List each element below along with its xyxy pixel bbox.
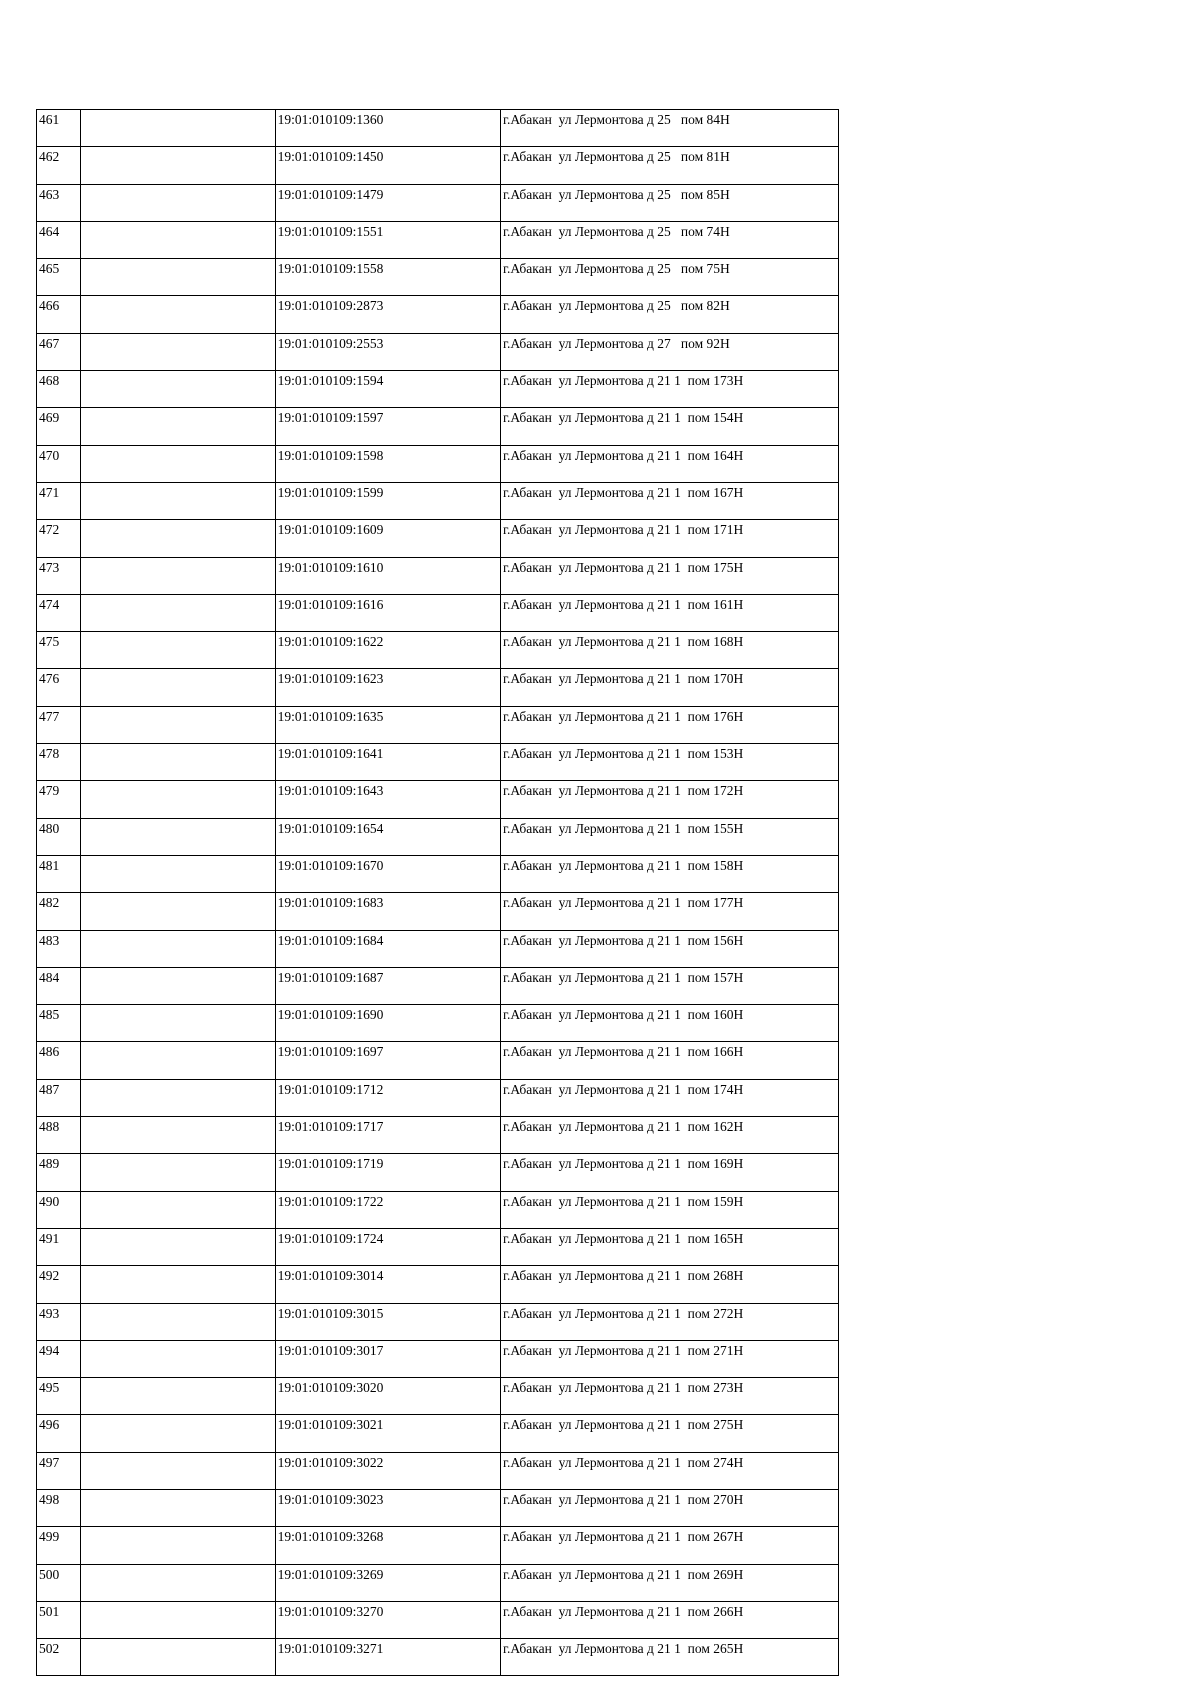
row-number-cell: 483 <box>37 930 81 967</box>
row-number-cell: 478 <box>37 744 81 781</box>
row-number-cell: 490 <box>37 1191 81 1228</box>
table-row <box>37 594 839 631</box>
cadastral-number-cell: 19:01:010109:1654 <box>275 818 500 855</box>
row-number-cell: 502 <box>37 1639 81 1676</box>
row-number-cell: 493 <box>37 1303 81 1340</box>
row-number-cell: 484 <box>37 967 81 1004</box>
table-row <box>37 520 839 557</box>
cadastral-number-cell: 19:01:010109:1683 <box>275 893 500 930</box>
row-number-cell: 477 <box>37 706 81 743</box>
row-number-cell: 487 <box>37 1079 81 1116</box>
cadastral-number-cell: 19:01:010109:3020 <box>275 1378 500 1415</box>
row-number-cell: 461 <box>37 110 81 147</box>
row-number-cell: 464 <box>37 221 81 258</box>
object-name-cell <box>81 147 276 184</box>
row-number-cell: 492 <box>37 1266 81 1303</box>
object-name-cell <box>81 296 276 333</box>
row-number-cell: 480 <box>37 818 81 855</box>
cadastral-number-cell: 19:01:010109:1616 <box>275 594 500 631</box>
table-row <box>37 1489 839 1526</box>
cadastral-number-cell: 19:01:010109:1622 <box>275 632 500 669</box>
row-number-cell: 462 <box>37 147 81 184</box>
cadastral-number-cell: 19:01:010109:1597 <box>275 408 500 445</box>
table-row <box>37 557 839 594</box>
address-cell: г.Абакан ул Лермонтова д 21 1 пом 158Н <box>500 855 838 892</box>
table-row <box>37 1564 839 1601</box>
cadastral-number-cell: 19:01:010109:3023 <box>275 1489 500 1526</box>
address-cell: г.Абакан ул Лермонтова д 21 1 пом 171Н <box>500 520 838 557</box>
address-cell: г.Абакан ул Лермонтова д 21 1 пом 154Н <box>500 408 838 445</box>
cadastral-number-cell: 19:01:010109:1450 <box>275 147 500 184</box>
row-number-cell: 476 <box>37 669 81 706</box>
cadastral-number-cell: 19:01:010109:3015 <box>275 1303 500 1340</box>
cadastral-number-cell: 19:01:010109:1479 <box>275 184 500 221</box>
cadastral-number-cell: 19:01:010109:1684 <box>275 930 500 967</box>
address-cell: г.Абакан ул Лермонтова д 21 1 пом 160Н <box>500 1005 838 1042</box>
table-row <box>37 1340 839 1377</box>
table-row <box>37 1527 839 1564</box>
row-number-cell: 471 <box>37 482 81 519</box>
row-number-cell: 494 <box>37 1340 81 1377</box>
row-number-cell: 473 <box>37 557 81 594</box>
address-cell: г.Абакан ул Лермонтова д 25 пом 84Н <box>500 110 838 147</box>
cadastral-number-cell: 19:01:010109:1697 <box>275 1042 500 1079</box>
table-row <box>37 1154 839 1191</box>
table-row <box>37 855 839 892</box>
address-cell: г.Абакан ул Лермонтова д 21 1 пом 270Н <box>500 1489 838 1526</box>
row-number-cell: 463 <box>37 184 81 221</box>
table-row <box>37 371 839 408</box>
row-number-cell: 470 <box>37 445 81 482</box>
row-number-cell: 467 <box>37 333 81 370</box>
object-name-cell <box>81 520 276 557</box>
address-cell: г.Абакан ул Лермонтова д 21 1 пом 153Н <box>500 744 838 781</box>
address-cell: г.Абакан ул Лермонтова д 21 1 пом 269Н <box>500 1564 838 1601</box>
row-number-cell: 497 <box>37 1452 81 1489</box>
object-name-cell <box>81 1340 276 1377</box>
address-cell: г.Абакан ул Лермонтова д 21 1 пом 174Н <box>500 1079 838 1116</box>
table-row <box>37 408 839 445</box>
cadastral-number-cell: 19:01:010109:1558 <box>275 259 500 296</box>
table-row <box>37 893 839 930</box>
address-cell: г.Абакан ул Лермонтова д 21 1 пом 273Н <box>500 1378 838 1415</box>
address-cell: г.Абакан ул Лермонтова д 21 1 пом 275Н <box>500 1415 838 1452</box>
row-number-cell: 482 <box>37 893 81 930</box>
table-row <box>37 818 839 855</box>
address-cell: г.Абакан ул Лермонтова д 21 1 пом 272Н <box>500 1303 838 1340</box>
row-number-cell: 474 <box>37 594 81 631</box>
row-number-cell: 496 <box>37 1415 81 1452</box>
address-cell: г.Абакан ул Лермонтова д 21 1 пом 167Н <box>500 482 838 519</box>
address-cell: г.Абакан ул Лермонтова д 21 1 пом 267Н <box>500 1527 838 1564</box>
row-number-cell: 468 <box>37 371 81 408</box>
cadastral-number-cell: 19:01:010109:1360 <box>275 110 500 147</box>
object-name-cell <box>81 855 276 892</box>
table-row <box>37 1378 839 1415</box>
table-row <box>37 259 839 296</box>
cadastral-number-cell: 19:01:010109:3270 <box>275 1601 500 1638</box>
object-name-cell <box>81 110 276 147</box>
cadastral-number-cell: 19:01:010109:3014 <box>275 1266 500 1303</box>
cadastral-number-cell: 19:01:010109:3268 <box>275 1527 500 1564</box>
object-name-cell <box>81 893 276 930</box>
cadastral-number-cell: 19:01:010109:1712 <box>275 1079 500 1116</box>
address-cell: г.Абакан ул Лермонтова д 21 1 пом 172Н <box>500 781 838 818</box>
cadastral-number-cell: 19:01:010109:3021 <box>275 1415 500 1452</box>
address-cell: г.Абакан ул Лермонтова д 21 1 пом 173Н <box>500 371 838 408</box>
address-cell: г.Абакан ул Лермонтова д 25 пом 85Н <box>500 184 838 221</box>
address-cell: г.Абакан ул Лермонтова д 21 1 пом 161Н <box>500 594 838 631</box>
table-row <box>37 967 839 1004</box>
object-name-cell <box>81 1639 276 1676</box>
address-cell: г.Абакан ул Лермонтова д 21 1 пом 271Н <box>500 1340 838 1377</box>
address-cell: г.Абакан ул Лермонтова д 21 1 пом 177Н <box>500 893 838 930</box>
row-number-cell: 488 <box>37 1117 81 1154</box>
cadastral-number-cell: 19:01:010109:1609 <box>275 520 500 557</box>
cadastral-number-cell: 19:01:010109:1722 <box>275 1191 500 1228</box>
address-cell: г.Абакан ул Лермонтова д 21 1 пом 165Н <box>500 1228 838 1265</box>
address-cell: г.Абакан ул Лермонтова д 25 пом 75Н <box>500 259 838 296</box>
address-cell: г.Абакан ул Лермонтова д 21 1 пом 268Н <box>500 1266 838 1303</box>
cadastral-number-cell: 19:01:010109:3269 <box>275 1564 500 1601</box>
object-name-cell <box>81 930 276 967</box>
cadastral-number-cell: 19:01:010109:1598 <box>275 445 500 482</box>
object-name-cell <box>81 1042 276 1079</box>
row-number-cell: 491 <box>37 1228 81 1265</box>
table-row <box>37 632 839 669</box>
object-name-cell <box>81 1564 276 1601</box>
object-name-cell <box>81 1452 276 1489</box>
table-row <box>37 110 839 147</box>
cadastral-number-cell: 19:01:010109:1724 <box>275 1228 500 1265</box>
object-name-cell <box>81 221 276 258</box>
object-name-cell <box>81 706 276 743</box>
row-number-cell: 500 <box>37 1564 81 1601</box>
table-row <box>37 221 839 258</box>
object-name-cell <box>81 1117 276 1154</box>
cadastral-number-cell: 19:01:010109:2553 <box>275 333 500 370</box>
address-cell: г.Абакан ул Лермонтова д 21 1 пом 176Н <box>500 706 838 743</box>
address-cell: г.Абакан ул Лермонтова д 21 1 пом 265Н <box>500 1639 838 1676</box>
cadastral-number-cell: 19:01:010109:1643 <box>275 781 500 818</box>
table-row <box>37 1601 839 1638</box>
table-row <box>37 1415 839 1452</box>
table-row <box>37 1079 839 1116</box>
address-cell: г.Абакан ул Лермонтова д 21 1 пом 166Н <box>500 1042 838 1079</box>
table-row <box>37 669 839 706</box>
object-name-cell <box>81 1154 276 1191</box>
address-cell: г.Абакан ул Лермонтова д 21 1 пом 157Н <box>500 967 838 1004</box>
cadastral-number-cell: 19:01:010109:1687 <box>275 967 500 1004</box>
table-row <box>37 744 839 781</box>
cadastral-number-cell: 19:01:010109:1594 <box>275 371 500 408</box>
table-row <box>37 1303 839 1340</box>
address-cell: г.Абакан ул Лермонтова д 25 пом 81Н <box>500 147 838 184</box>
row-number-cell: 466 <box>37 296 81 333</box>
property-table-body <box>37 110 839 1676</box>
object-name-cell <box>81 1489 276 1526</box>
object-name-cell <box>81 482 276 519</box>
cadastral-number-cell: 19:01:010109:3271 <box>275 1639 500 1676</box>
object-name-cell <box>81 557 276 594</box>
cadastral-number-cell: 19:01:010109:1635 <box>275 706 500 743</box>
cadastral-number-cell: 19:01:010109:1717 <box>275 1117 500 1154</box>
table-row <box>37 1452 839 1489</box>
row-number-cell: 489 <box>37 1154 81 1191</box>
object-name-cell <box>81 1527 276 1564</box>
row-number-cell: 501 <box>37 1601 81 1638</box>
address-cell: г.Абакан ул Лермонтова д 21 1 пом 170Н <box>500 669 838 706</box>
row-number-cell: 499 <box>37 1527 81 1564</box>
object-name-cell <box>81 818 276 855</box>
address-cell: г.Абакан ул Лермонтова д 21 1 пом 162Н <box>500 1117 838 1154</box>
cadastral-number-cell: 19:01:010109:1599 <box>275 482 500 519</box>
address-cell: г.Абакан ул Лермонтова д 21 1 пом 168Н <box>500 632 838 669</box>
object-name-cell <box>81 259 276 296</box>
address-cell: г.Абакан ул Лермонтова д 25 пом 74Н <box>500 221 838 258</box>
address-cell: г.Абакан ул Лермонтова д 21 1 пом 155Н <box>500 818 838 855</box>
table-row <box>37 184 839 221</box>
object-name-cell <box>81 445 276 482</box>
cadastral-number-cell: 19:01:010109:1719 <box>275 1154 500 1191</box>
row-number-cell: 486 <box>37 1042 81 1079</box>
cadastral-number-cell: 19:01:010109:3017 <box>275 1340 500 1377</box>
address-cell: г.Абакан ул Лермонтова д 21 1 пом 156Н <box>500 930 838 967</box>
table-row <box>37 333 839 370</box>
object-name-cell <box>81 1378 276 1415</box>
object-name-cell <box>81 408 276 445</box>
object-name-cell <box>81 669 276 706</box>
row-number-cell: 475 <box>37 632 81 669</box>
object-name-cell <box>81 781 276 818</box>
object-name-cell <box>81 1005 276 1042</box>
table-row <box>37 1266 839 1303</box>
row-number-cell: 469 <box>37 408 81 445</box>
address-cell: г.Абакан ул Лермонтова д 21 1 пом 274Н <box>500 1452 838 1489</box>
cadastral-number-cell: 19:01:010109:3022 <box>275 1452 500 1489</box>
object-name-cell <box>81 1079 276 1116</box>
table-row <box>37 296 839 333</box>
address-cell: г.Абакан ул Лермонтова д 21 1 пом 169Н <box>500 1154 838 1191</box>
table-row <box>37 1191 839 1228</box>
table-row <box>37 930 839 967</box>
row-number-cell: 481 <box>37 855 81 892</box>
object-name-cell <box>81 1415 276 1452</box>
object-name-cell <box>81 744 276 781</box>
address-cell: г.Абакан ул Лермонтова д 21 1 пом 266Н <box>500 1601 838 1638</box>
object-name-cell <box>81 594 276 631</box>
object-name-cell <box>81 1601 276 1638</box>
object-name-cell <box>81 371 276 408</box>
object-name-cell <box>81 333 276 370</box>
address-cell: г.Абакан ул Лермонтова д 21 1 пом 175Н <box>500 557 838 594</box>
object-name-cell <box>81 1303 276 1340</box>
table-row <box>37 147 839 184</box>
cadastral-number-cell: 19:01:010109:1690 <box>275 1005 500 1042</box>
cadastral-number-cell: 19:01:010109:1551 <box>275 221 500 258</box>
table-row <box>37 1228 839 1265</box>
cadastral-number-cell: 19:01:010109:1623 <box>275 669 500 706</box>
address-cell: г.Абакан ул Лермонтова д 27 пом 92Н <box>500 333 838 370</box>
cadastral-number-cell: 19:01:010109:1610 <box>275 557 500 594</box>
row-number-cell: 495 <box>37 1378 81 1415</box>
object-name-cell <box>81 1266 276 1303</box>
cadastral-number-cell: 19:01:010109:1641 <box>275 744 500 781</box>
table-row <box>37 1005 839 1042</box>
row-number-cell: 479 <box>37 781 81 818</box>
table-row <box>37 1117 839 1154</box>
row-number-cell: 485 <box>37 1005 81 1042</box>
object-name-cell <box>81 1191 276 1228</box>
table-row <box>37 1639 839 1676</box>
row-number-cell: 472 <box>37 520 81 557</box>
object-name-cell <box>81 632 276 669</box>
table-row <box>37 482 839 519</box>
row-number-cell: 498 <box>37 1489 81 1526</box>
row-number-cell: 465 <box>37 259 81 296</box>
object-name-cell <box>81 184 276 221</box>
cadastral-number-cell: 19:01:010109:1670 <box>275 855 500 892</box>
table-row <box>37 706 839 743</box>
cadastral-number-cell: 19:01:010109:2873 <box>275 296 500 333</box>
table-row <box>37 781 839 818</box>
address-cell: г.Абакан ул Лермонтова д 25 пом 82Н <box>500 296 838 333</box>
address-cell: г.Абакан ул Лермонтова д 21 1 пом 159Н <box>500 1191 838 1228</box>
object-name-cell <box>81 1228 276 1265</box>
table-row <box>37 1042 839 1079</box>
table-row <box>37 445 839 482</box>
object-name-cell <box>81 967 276 1004</box>
property-table <box>36 109 839 1676</box>
address-cell: г.Абакан ул Лермонтова д 21 1 пом 164Н <box>500 445 838 482</box>
